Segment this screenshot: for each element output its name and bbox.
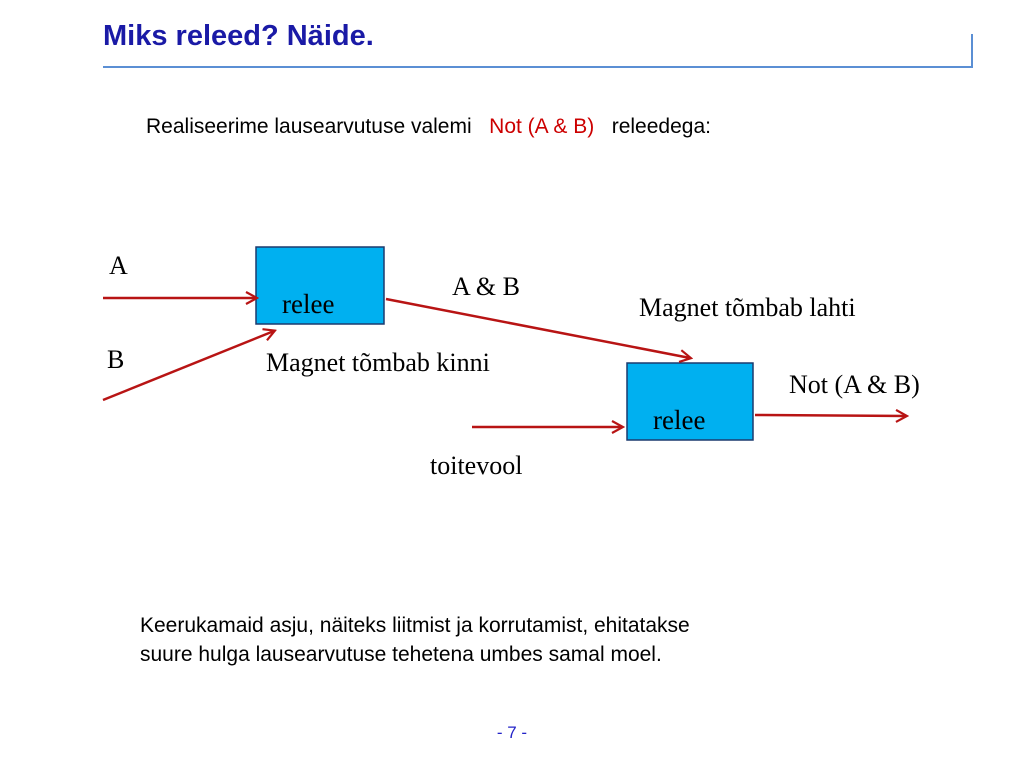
relay-2-label: relee (653, 405, 706, 435)
summary-line-1: Keerukamaid asju, näiteks liitmist ja korrutamist, ehitatakse (140, 614, 690, 637)
label-input-a: A (109, 251, 128, 280)
label-input-b: B (107, 345, 125, 374)
intro-after: releedega: (611, 115, 711, 138)
wire-output (755, 415, 906, 416)
label-output: Not (A & B) (789, 370, 920, 399)
slide-title: Miks releed? Näide. (103, 20, 374, 52)
label-power: toitevool (430, 451, 523, 480)
relay-1-label: relee (282, 289, 335, 319)
intro-formula: Not (A & B) (489, 115, 595, 138)
label-and: A & B (452, 272, 520, 301)
label-pulls-open: Magnet tõmbab lahti (639, 293, 856, 322)
label-pulls-closed: Magnet tõmbab kinni (266, 348, 490, 377)
summary-line-2: suure hulga lausearvutuse tehetena umbes samal moel. (140, 643, 662, 666)
wire-input-b (103, 331, 274, 400)
intro-before: Realiseerime lausearvutuse valemi (146, 115, 472, 138)
summary-paragraph (140, 611, 900, 669)
page-number: - 7 - (496, 723, 528, 742)
